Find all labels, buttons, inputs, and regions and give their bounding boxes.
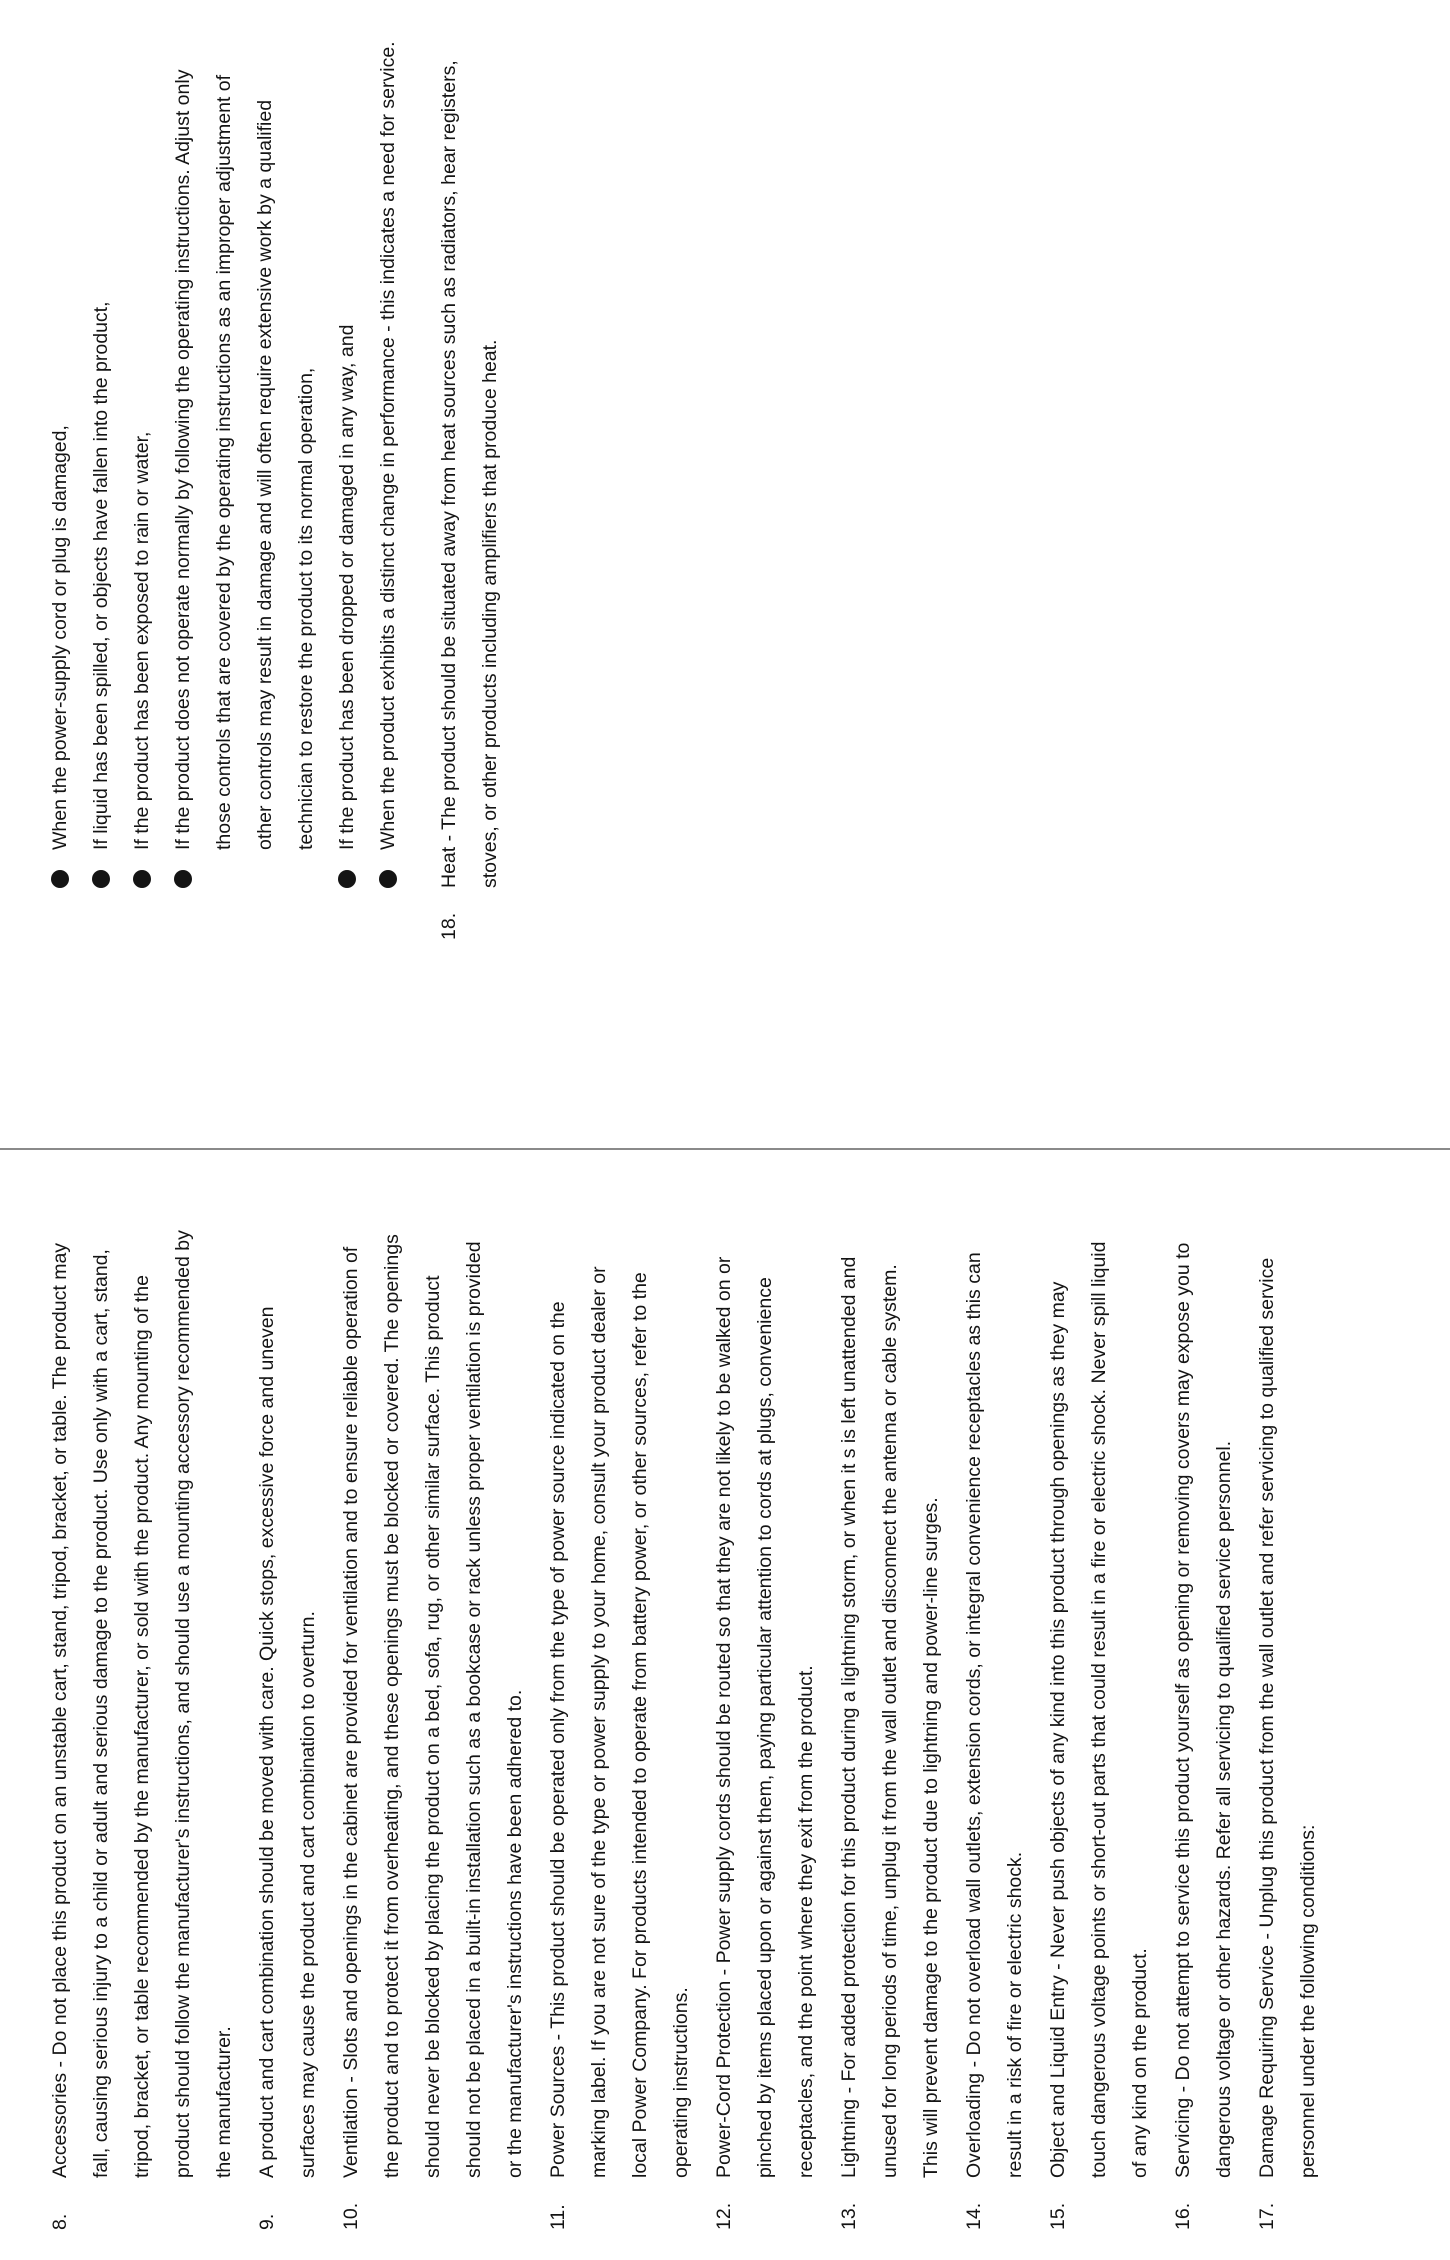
right-column <box>40 40 511 940</box>
condition-text: If liquid has been spilled, or objects have fallen into the product, <box>90 301 112 850</box>
page-divider <box>0 1148 1450 1150</box>
item-number: 12. <box>713 2202 735 2230</box>
condition-item <box>163 40 327 888</box>
list-item <box>704 1230 827 2230</box>
item-text: Ventilation - Slots and openings in the cabinet are provided for ventilation and to ensure reliable operation of the product and to protect it from overheating, and these openings must be blocked or covered. The openings should never be blocked by placing the product on a bed, sofa, rug, or other similar surface. This product should not be placed in a built-in installation such as a bookcase or rack unless proper ventilation is provided or the manufacturer's instructions have been adhered to. <box>340 1234 526 2178</box>
list-item <box>429 40 511 940</box>
item-number: 8. <box>49 2213 71 2230</box>
item-text: Lightning - For added protection for this product during a lightning storm, or when it s is left unattended and unused for long periods of time, unplug it from the wall outlet and disconnect the antenna or cable system. This will prevent damage to the product due to lightning and power-line surges. <box>838 1256 942 2178</box>
condition-text: If the product does not operate normally by following the operating instructions. Adjust only those controls that are covered by the operating instructions as an improper adjustment of other controls may result in damage and will often require extensive work by a qualified technician to restore the product to its normal operation, <box>172 69 317 850</box>
item-text: Accessories - Do not place this product on an unstable cart, stand, tripod, bracket, or table. The product may fall, causing serious injury to a child or adult and serious damage to the product. Use only with a cart, stand, tripod, bracket, or table recommended by the manufacturer, or sold with the product. Any mounting of the product should follow the manufacturer's instructions, and should use a mounting accessory recommended by the manufacturer. <box>49 1230 235 2178</box>
list-item <box>1038 1230 1161 2230</box>
left-column <box>40 1230 1329 2230</box>
item-number: 10. <box>340 2202 362 2230</box>
list-item <box>40 1230 245 2230</box>
item-number: 18. <box>438 912 460 940</box>
bullet-icon <box>51 870 69 888</box>
condition-text: If the product has been exposed to rain or water, <box>131 431 153 850</box>
item-text: Power-Cord Protection - Power supply cords should be routed so that they are not likely to be walked on or pinched by items placed upon or against them, paying particular attention to cords at plugs, convenience receptacles, and the point where they exit from the product. <box>713 1256 817 2178</box>
item-number: 9. <box>256 2213 278 2230</box>
bullet-icon <box>133 870 151 888</box>
bullet-icon <box>379 870 397 888</box>
list-item <box>1163 1230 1245 2230</box>
item-number: 11. <box>547 2204 569 2230</box>
condition-text: When the power-supply cord or plug is damaged, <box>49 425 71 850</box>
item-number: 14. <box>963 2202 985 2230</box>
item-number: 13. <box>838 2202 860 2230</box>
condition-item <box>327 40 368 888</box>
item-text: Heat - The product should be situated away from heat sources such as radiators, hear registers, stoves, or other products including amplifiers that produce heat. <box>438 60 501 888</box>
item-text: Damage Requiring Service - Unplug this product from the wall outlet and refer servicing to qualified service personnel under the following conditions: <box>1256 1257 1319 2178</box>
condition-text: If the product has been dropped or damaged in any way, and <box>336 324 358 850</box>
condition-list <box>40 40 409 888</box>
list-item <box>1247 1230 1329 2230</box>
condition-text: When the product exhibits a distinct change in performance - this indicates a need for service. <box>377 41 399 850</box>
bullet-icon <box>338 870 356 888</box>
item-text: Overloading - Do not overload wall outlets, extension cords, or integral convenience receptacles as this can result in a risk of fire or electric shock. <box>963 1252 1026 2178</box>
item-number: 15. <box>1047 2202 1069 2230</box>
bullet-icon <box>174 870 192 888</box>
list-item <box>247 1230 329 2230</box>
item-text: Power Sources - This product should be operated only from the type of power source indicated on the marking label. If you are not sure of the type or power supply to your home, consult your product dealer or local Power Company. For products intended to operate from battery power, or other sources, refer to the operating instructions. <box>547 1266 692 2178</box>
condition-item <box>81 40 122 888</box>
condition-item <box>40 40 81 888</box>
bullet-icon <box>92 870 110 888</box>
item-number: 16. <box>1172 2202 1194 2230</box>
list-item <box>954 1230 1036 2230</box>
condition-item <box>122 40 163 888</box>
item-text: A product and cart combination should be moved with care. Quick stops, excessive force and uneven surfaces may cause the product and cart combination to overturn. <box>256 1306 319 2178</box>
item-text: Servicing - Do not attempt to service this product yourself as opening or removing covers may expose you to dangerous voltage or other hazards. Refer all servicing to qualified service personnel. <box>1172 1242 1235 2178</box>
list-item <box>331 1230 536 2230</box>
item-number: 17. <box>1256 2202 1278 2230</box>
list-item <box>538 1230 702 2230</box>
item-text: Object and Liquid Entry - Never push objects of any kind into this product through openings as they may touch dangerous voltage points or short-out parts that could result in a fire or electric shock. Never spill liquid of any kind on the product. <box>1047 1241 1151 2178</box>
list-item <box>829 1230 952 2230</box>
condition-item <box>368 40 409 888</box>
